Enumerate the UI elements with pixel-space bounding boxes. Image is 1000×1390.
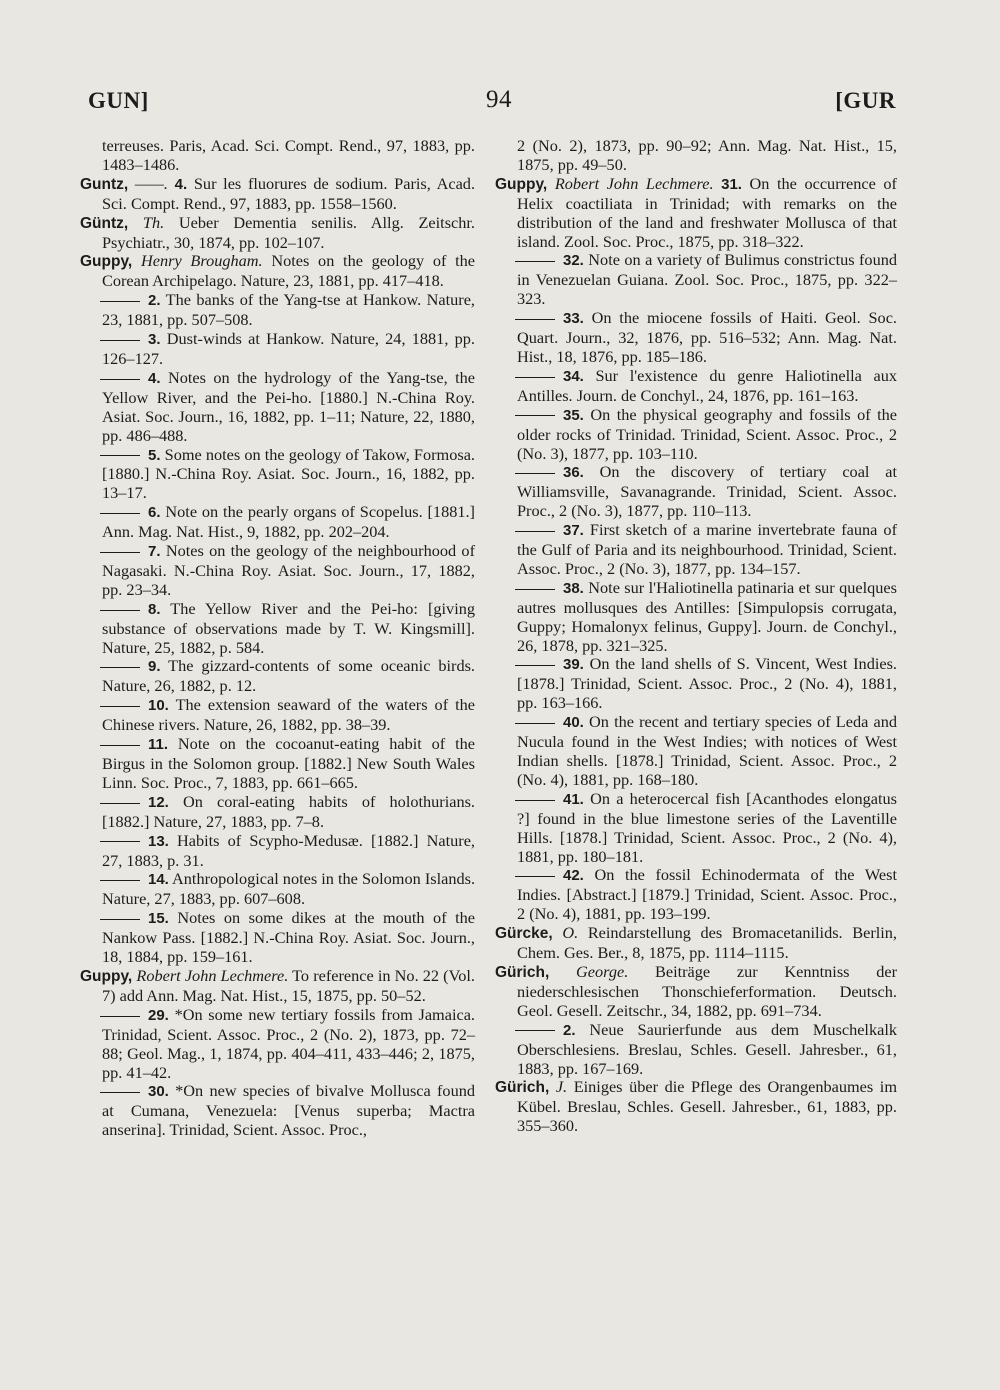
numbered-entry — [495, 1021, 897, 1079]
author-name: Gürich, — [495, 1079, 550, 1097]
numbered-entry — [495, 655, 897, 713]
numbered-entry — [495, 309, 897, 367]
numbered-entry — [80, 291, 475, 330]
entry-number: 12. — [148, 793, 169, 811]
entry-text: Beiträge zur Kenntniss der niederschlesischen Thonschieferformation. Deutsch. Geol. Gesell. Zeitschr., 34, 1882, pp. 691–734. — [517, 961, 897, 1020]
author-entry — [495, 1078, 897, 1136]
ditto-dash — [100, 379, 140, 380]
entry-number: 40. — [563, 714, 584, 732]
author-given-name: Robert John Lechmere. — [554, 173, 714, 193]
entry-text: Note sur l'Haliotinella patinaria et sur quelques autres mollusques des Antilles: [Simpulopsis corrugata, Guppy; Homalonyx felinus, Guppy]. Journ. de Conchyl., 26, 1878, pp. 321–325. — [517, 577, 897, 655]
numbered-entry — [495, 406, 897, 464]
entry-number: 42. — [563, 867, 584, 885]
entry-text: Anthropological notes in the Solomon Islands. Nature, 27, 1883, pp. 607–608. — [102, 869, 476, 909]
entry-number: 39. — [563, 656, 584, 674]
entry-text: terreuses. Paris, Acad. Sci. Compt. Rend., 97, 1883, pp. 1483–1486. — [102, 136, 475, 174]
ditto-dash — [515, 531, 555, 532]
entry-number: 31. — [721, 175, 742, 193]
numbered-entry — [80, 503, 475, 542]
author-name: Güntz, — [80, 214, 129, 232]
ditto-dash — [100, 552, 140, 553]
ditto-dash — [100, 610, 140, 611]
entry-number: 5. — [148, 446, 161, 464]
author-entry — [80, 967, 475, 1006]
entry-text: Some notes on the geology of Takow, Formosa. [1880.] N.-China Roy. Asiat. Soc. Journ., 16, 1882, pp. 13–17. — [102, 444, 475, 503]
entry-number: 38. — [563, 579, 584, 597]
numbered-entry — [495, 521, 897, 579]
running-head-right: [GUR — [835, 88, 896, 113]
author-given-name: Henry Brougham. — [140, 251, 263, 271]
ditto-dash — [100, 880, 140, 881]
author-name: Guppy, — [80, 253, 133, 271]
ditto-dash — [100, 706, 140, 707]
running-head-left: GUN] — [88, 88, 149, 113]
entry-number: 7. — [148, 543, 161, 561]
entry-text: *On some new tertiary fossils from Jamaica. Trinidad, Scient. Assoc. Proc., 2 (No. 2), 1873, pp. 72–88; Geol. Mag., 1, 1874, pp. 404–411, 433–446; 2, 1875, pp. 41–42. — [102, 1004, 475, 1082]
entry-number: 2. — [148, 292, 161, 310]
entry-text: On the physical geography and fossils of the older rocks of Trinidad. Trinidad, Scient. Assoc. Proc., 2 (No. 3), 1877, pp. 103–110. — [517, 404, 897, 463]
entry-number: 10. — [148, 697, 169, 715]
entry-text: Notes on the hydrology of the Yang-tse, the Yellow River, and the Pei-ho. [1880.] N.-China Roy. Asiat. Soc. Journ., 16, 1882, pp. 1–11; Nature, 22, 1880, pp. 486–488. — [102, 367, 475, 445]
entry-text: Notes on some dikes at the mouth of the Nankow Pass. [1882.] N.-China Roy. Asiat. Soc. Journ., 18, 1884, pp. 159–161. — [102, 908, 475, 967]
author-name: Gürich, — [495, 963, 550, 981]
author-entry — [80, 175, 475, 214]
ditto-dash — [515, 319, 555, 320]
ditto-dash — [100, 803, 140, 804]
ditto-dash — [100, 919, 140, 920]
entry-text: The extension seaward of the waters of the Chinese rivers. Nature, 26, 1882, pp. 38–39. — [102, 695, 476, 735]
entry-text: Note on the pearly organs of Scopelus. [1881.] Ann. Mag. Nat. Hist., 9, 1882, pp. 202–204. — [102, 502, 475, 542]
author-name: Gürcke, — [495, 925, 553, 943]
numbered-entry — [495, 579, 897, 656]
author-name: Guntz, — [80, 175, 129, 193]
numbered-entry — [80, 600, 475, 658]
numbered-entry — [80, 330, 475, 369]
entry-number: 11. — [148, 736, 169, 754]
numbered-entry — [80, 446, 475, 504]
entry-number: 8. — [148, 600, 161, 618]
numbered-entry — [80, 909, 475, 967]
entry-text: First sketch of a marine invertebrate fauna of the Gulf of Paria and its neighbourhood. Trinidad, Scient. Assoc. Proc., 2 (No. 3), 1877, pp. 134–157. — [517, 520, 897, 578]
numbered-entry — [495, 866, 897, 924]
ditto-dash — [100, 513, 140, 514]
entry-number: 6. — [148, 504, 161, 522]
entry-text: On coral-eating habits of holothurians. [1882.] Nature, 27, 1883, pp. 7–8. — [102, 791, 476, 831]
ditto-dash — [100, 1092, 140, 1093]
numbered-entry — [80, 1082, 475, 1140]
author-entry — [495, 175, 897, 252]
entry-text: Sur les fluorures de sodium. Paris, Acad. Sci. Compt. Rend., 97, 1883, pp. 1558–1560. — [102, 173, 476, 213]
entry-text: On the land shells of S. Vincent, West Indies. [1878.] Trinidad, Scient. Assoc. Proc., 2 (No. 4), 1881, pp. 163–166. — [517, 654, 897, 713]
author-name: Guppy, — [495, 175, 548, 193]
entry-text: Notes on the geology of the Corean Archipelago. Nature, 23, 1881, pp. 417–418. — [102, 251, 476, 291]
author-given-name: O. — [562, 923, 579, 943]
ditto-dash — [515, 473, 555, 474]
entry-number: 13. — [148, 832, 169, 850]
entry-text: On the miocene fossils of Haiti. Geol. Soc. Quart. Journ., 32, 1876, pp. 516–532; Ann. Mag. Nat. Hist., 18, 1876, pp. 185–186. — [517, 308, 897, 366]
entry-text: On the occurrence of Helix coactiliata in Trinidad; with remarks on the distribution of the land and freshwater Mollusca of that island. Zool. Soc. Proc., 1875, pp. 318–322. — [517, 173, 897, 251]
entry-number: 33. — [563, 310, 584, 328]
ditto-dash — [515, 723, 555, 724]
author-given-name: George. — [575, 961, 629, 981]
entry-text: To reference in No. 22 (Vol. 7) add Ann. Mag. Nat. Hist., 15, 1875, pp. 50–52. — [102, 965, 475, 1005]
numbered-entry — [495, 251, 897, 309]
right-column — [495, 137, 897, 1136]
ditto-dash — [100, 745, 140, 746]
ditto-dash — [100, 455, 140, 456]
entry-text: Sur l'existence du genre Haliotinella aux Antilles. Journ. de Conchyl., 24, 1876, pp. 161–163. — [517, 365, 897, 405]
entry-number: 35. — [563, 406, 584, 424]
entry-number: 30. — [148, 1083, 169, 1101]
numbered-entry — [495, 790, 897, 867]
entry-number: 34. — [563, 367, 584, 385]
entry-text: Habits of Scypho-Medusæ. [1882.] Nature, 27, 1883, p. 31. — [102, 830, 475, 870]
entry-text: On a heterocercal fish [Acanthodes elongatus ?] found in the blue limestone series of the Laventille Hills. [1878.] Trinidad, Scient. Assoc. Proc., 2 (No. 4), 1881, pp. 180–181. — [517, 788, 897, 866]
entry-text: Notes on the geology of the neighbourhood of Nagasaki. N.-China Roy. Asiat. Soc. Journ., 17, 1882, pp. 23–34. — [102, 541, 475, 599]
numbered-entry — [80, 832, 475, 871]
numbered-entry — [495, 463, 897, 521]
entry-number: 9. — [148, 658, 161, 676]
entry-text: The banks of the Yang-tse at Hankow. Nature, 23, 1881, pp. 507–508. — [102, 290, 475, 330]
entry-number: 36. — [563, 464, 584, 482]
author-entry — [80, 252, 475, 291]
numbered-entry — [495, 367, 897, 406]
ditto-dash — [100, 340, 140, 341]
entry-text: On the fossil Echinodermata of the West Indies. [Abstract.] [1879.] Trinidad, Scient. Assoc. Proc., 2 (No. 4), 1881, pp. 193–199. — [517, 865, 897, 924]
entry-number: 32. — [563, 252, 584, 270]
entry-number: 41. — [563, 790, 584, 808]
author-given-name: Robert John Lechmere. — [136, 965, 289, 985]
numbered-entry — [80, 735, 475, 793]
author-entry — [495, 924, 897, 963]
ditto-dash — [515, 1030, 555, 1031]
page-number: 94 — [486, 86, 512, 113]
entry-number: 29. — [148, 1006, 169, 1024]
left-column — [80, 137, 475, 1140]
ditto-dash — [515, 800, 555, 801]
entry-number: 37. — [563, 522, 584, 540]
entry-text: 2 (No. 2), 1873, pp. 90–92; Ann. Mag. Nat. Hist., 15, 1875, pp. 49–50. — [517, 136, 897, 174]
author-name: Guppy, — [80, 967, 133, 985]
author-given-name: J. — [555, 1077, 568, 1097]
entry-number: 14. — [148, 871, 169, 889]
entry-text: Dust-winds at Hankow. Nature, 24, 1881, pp. 126–127. — [102, 329, 475, 368]
numbered-entry — [80, 696, 475, 735]
entry-text: The Yellow River and the Pei-ho: [giving substance of observations made by T. W. Kingsmill]. Nature, 25, 1882, p. 584. — [102, 598, 476, 657]
entry-number: 2. — [563, 1021, 576, 1039]
entry-number: 3. — [148, 331, 161, 349]
entry-text: Note on the cocoanut-eating habit of the Birgus in the Solomon group. [1882.] New South Wales Linn. Soc. Proc., 7, 1883, pp. 661–665. — [102, 734, 476, 792]
ditto-dash — [515, 876, 555, 877]
entry-text: *On new species of bivalve Mollusca found at Cumana, Venezuela: [Venus superba; Mactra anserina]. Trinidad, Scient. Assoc. Proc., — [102, 1081, 475, 1140]
numbered-entry — [80, 657, 475, 696]
continued-entry — [80, 137, 475, 175]
author-given-name: ——. — [134, 173, 168, 193]
ditto-dash — [515, 377, 555, 378]
ditto-dash — [515, 261, 555, 262]
ditto-dash — [100, 301, 140, 302]
numbered-entry — [80, 870, 475, 909]
entry-text: The gizzard-contents of some oceanic birds. Nature, 26, 1882, p. 12. — [102, 656, 475, 696]
ditto-dash — [100, 841, 140, 842]
continued-entry — [495, 137, 897, 175]
author-entry — [495, 963, 897, 1021]
numbered-entry — [80, 369, 475, 446]
ditto-dash — [100, 1016, 140, 1017]
numbered-entry — [80, 1006, 475, 1083]
entry-text: On the discovery of tertiary coal at Williamsville, Savanagrande. Trinidad, Scient. Assoc. Proc., 2 (No. 3), 1877, pp. 110–113. — [517, 462, 897, 521]
numbered-entry — [495, 713, 897, 790]
entry-number: 15. — [148, 910, 169, 928]
ditto-dash — [515, 665, 555, 666]
ditto-dash — [515, 589, 555, 590]
entry-number: 4. — [174, 175, 188, 193]
author-entry — [80, 214, 475, 253]
entry-text: Note on a variety of Bulimus constrictus found in Venezuelan Guiana. Zool. Soc. Proc., 1875, pp. 322–323. — [517, 250, 897, 309]
entry-text: On the recent and tertiary species of Leda and Nucula found in the West Indies; with notices of West Indian shells. [1878.] Trinidad, Scient. Assoc. Proc., 2 (No. 4), 1881, pp. 168–180. — [517, 712, 897, 789]
author-given-name: Th. — [142, 212, 165, 232]
entry-text: Neue Saurierfunde aus dem Muschelkalk Oberschlesiens. Breslau, Schles. Gesell. Jahresber., 61, 1883, pp. 167–169. — [517, 1019, 897, 1078]
entry-text: Ueber Dementia senilis. Allg. Zeitschr. Psychiatr., 30, 1874, pp. 102–107. — [102, 212, 475, 252]
entry-text: Reindarstellung des Bromacetanilids. Berlin, Chem. Ges. Ber., 8, 1875, pp. 1114–1115. — [517, 923, 897, 963]
entry-text: Einiges über die Pflege des Orangenbaumes im Kübel. Breslau, Schles. Gesell. Jahresber., 61, 1883, pp. 355–360. — [517, 1077, 897, 1136]
entry-number: 4. — [148, 369, 161, 387]
ditto-dash — [515, 415, 555, 416]
ditto-dash — [100, 667, 140, 668]
numbered-entry — [80, 793, 475, 832]
numbered-entry — [80, 542, 475, 600]
